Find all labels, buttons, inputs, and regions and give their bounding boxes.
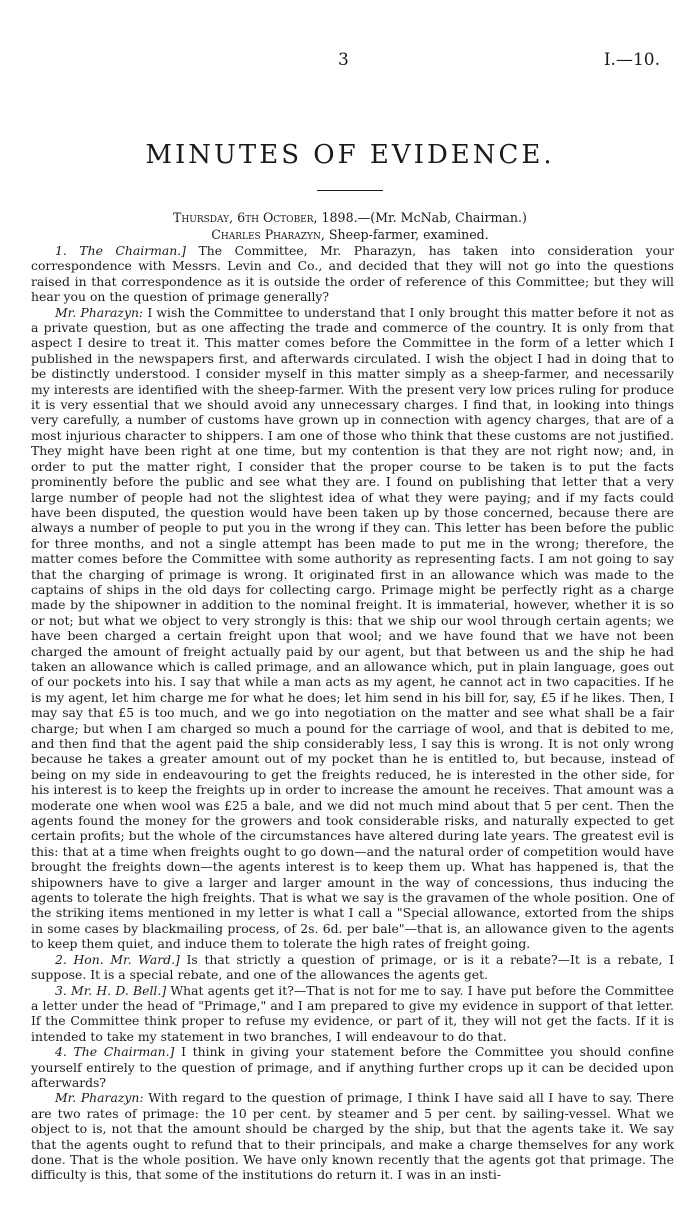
evidence-body <box>31 243 674 1183</box>
paragraph-speaker: Mr. Pharazyn: <box>55 1090 144 1106</box>
witness-line <box>0 227 700 242</box>
evidence-paragraph <box>31 1044 674 1090</box>
paragraph-text: What agents get it?—That is not for me to say. I have put before the Committee a letter under the head of "Primage," and I am prepared to give my evidence in support of that letter. If the Committee think proper to refuse my evidence, or part of it, they will not get the facts. If it is intended to take my statement in two branches, I will endeavour to do that. <box>31 982 674 1044</box>
paragraph-speaker: 1. The Chairman.] <box>55 243 187 258</box>
witness-name: Charles Pharazyn <box>211 227 321 242</box>
paragraph-speaker: 2. Hon. Mr. Ward.] <box>55 951 180 967</box>
witness-role: , Sheep-farmer, examined. <box>320 227 489 242</box>
session-chair: —(Mr. McNab, Chairman.) <box>357 210 527 225</box>
evidence-paragraph <box>31 305 674 952</box>
paragraph-text: The Committee, Mr. Pharazyn, has taken into consideration your correspondence with Messrs. Levin and Co., and decided that they will not go into the questions raised in that correspondence as it is outside the order of reference of this Committee; but they will hear you on the question of primage generally? <box>31 243 675 305</box>
evidence-paragraph <box>31 1090 674 1182</box>
paragraph-speaker: 3. Mr. H. D. Bell.] <box>55 982 167 998</box>
title-divider <box>317 190 383 191</box>
page-header <box>0 50 700 74</box>
evidence-paragraph <box>31 983 674 1045</box>
paragraph-text: I think in giving your statement before the Committee you should confine yourself entirely to the question of primage, and if anything further crops up it can be decided upon afterwards? <box>31 1044 674 1090</box>
session-date-line <box>0 210 700 225</box>
session-date: Thursday, 6th October, 1898. <box>173 210 358 225</box>
page-number: 3 <box>338 50 349 70</box>
evidence-paragraph <box>31 243 674 305</box>
document-reference: I.—10. <box>603 50 660 70</box>
paragraph-speaker: Mr. Pharazyn: <box>55 304 144 320</box>
paragraph-speaker: 4. The Chairman.] <box>55 1044 175 1060</box>
paragraph-text: With regard to the question of primage, I think I have said all I have to say. There are two rates of primage: the 10 per cent. by steamer and 5 per cent. by sailing-vessel. What we object to is, not that the amount should be charged by the ship, but that the agents take it. We say that the agents ought to refund that to their principals, and make a charge themselves for any work done. That is the whole position. We have only known recently that the agents got that primage. The difficulty is this, that some of the institutions do return it. I was in an insti- <box>31 1090 674 1183</box>
evidence-paragraph <box>31 952 674 983</box>
page-title: MINUTES OF EVIDENCE. <box>145 140 555 170</box>
paragraph-text: Is that strictly a question of primage, or is it a rebate?—It is a rebate, I suppose. It is a special rebate, and one of the allowances the agents get. <box>31 951 674 983</box>
paragraph-text: I wish the Committee to understand that I only brought this matter before it not as a private question, but as one affecting the trade and commerce of the country. It is only from that aspect I desire to treat it. This matter comes before the Committee in the form of a letter which I published in the newspapers first, and afterwards circulated. I wish the object I had in doing that to be distinctly understood. I consider myself in this matter simply as a sheep-farmer, and necessarily my interests are identified with the sheep-farmer. With the present very low prices ruling for produce it is very essential that we should avoid any unnecessary charges. I find that, in looking into things very carefully, a number of customs have grown up in connection with agency charges, that are of a most injurious character to shippers. I am one of those who think that these customs are not justified. They might have been right at one time, but my contention is that they are not right now; and, in order to put the matter right, I consider that the proper course to be taken is to put the facts prominently before the public and see what they are. I found on publishing that letter that a very large number of people had not the slightest idea of what they were paying; and if my facts could have been disputed, the question would have been taken up by those concerned, because there are always a number of people to put you in the wrong if they can. This letter has been before the public for three months, and not a single attempt has been made to put me in the wrong; therefore, the matter comes before the Committee with some authority as representing facts. I am not going to say that the charging of primage is wrong. It originated first in an allowance which was made to the captains of ships in the old days for collecting cargo. Primage might be perfectly right as a charge made by the shipowner in addition to the nominal freight. It is immaterial, however, whether it is so or not; but what we object to very strongly is this: that we ship our wool through certain agents; we have been charged a certain freight upon that wool; and we have found that we have not been charged the amount of freight actually paid by our agent, but that between us and the ship he had taken an allowance which is called primage, and an allowance which, put in plain language, goes out of our pockets into his. I say that while a man acts as my agent, he cannot act in two capacities. If he is my agent, let him charge me for what he does; let him send in his bill for, say, £5 if he likes. Then, I may say that £5 is too much, and we go into negotiation on the matter and see what shall be a fair charge; but when I am charged so much a pound for the carriage of wool, and that is debited to me, and then find that the agent paid the ship considerably less, I say this is wrong. It is not only wrong because he takes a greater amount out of my pocket than he is entitled to, but because, instead of being on my side in endeavouring to get the freights reduced, he is interested in the other side, for his interest is to keep the freights up in order to increase the amount he receives. That amount was a moderate one when wool was £25 a bale, and we did not much mind about that 5 per cent. Then the agents found the money for the growers and took considerable risks, and naturally expected to get certain profits; but the whole of the circumstances have altered during late years. The greatest evil is this: that at a time when freights ought to go down—and the natural order of competition would have brought the freights down—the agents interest is to keep them up. What has happened is, that the shipowners have to give a larger and larger amount in the way of concessions, thus inducing the agents to tolerate the high freights. That is what we say is the gravamen of the whole position. One of the striking items mentioned in my letter is what I call a "Special allowance, extorted from the ships in some cases by blackmailing process, of 2s. 6d. per bale"—that is, an allowance given to the agents to keep them quiet, and induce them to tolerate the high rates of freight going. <box>31 304 674 952</box>
